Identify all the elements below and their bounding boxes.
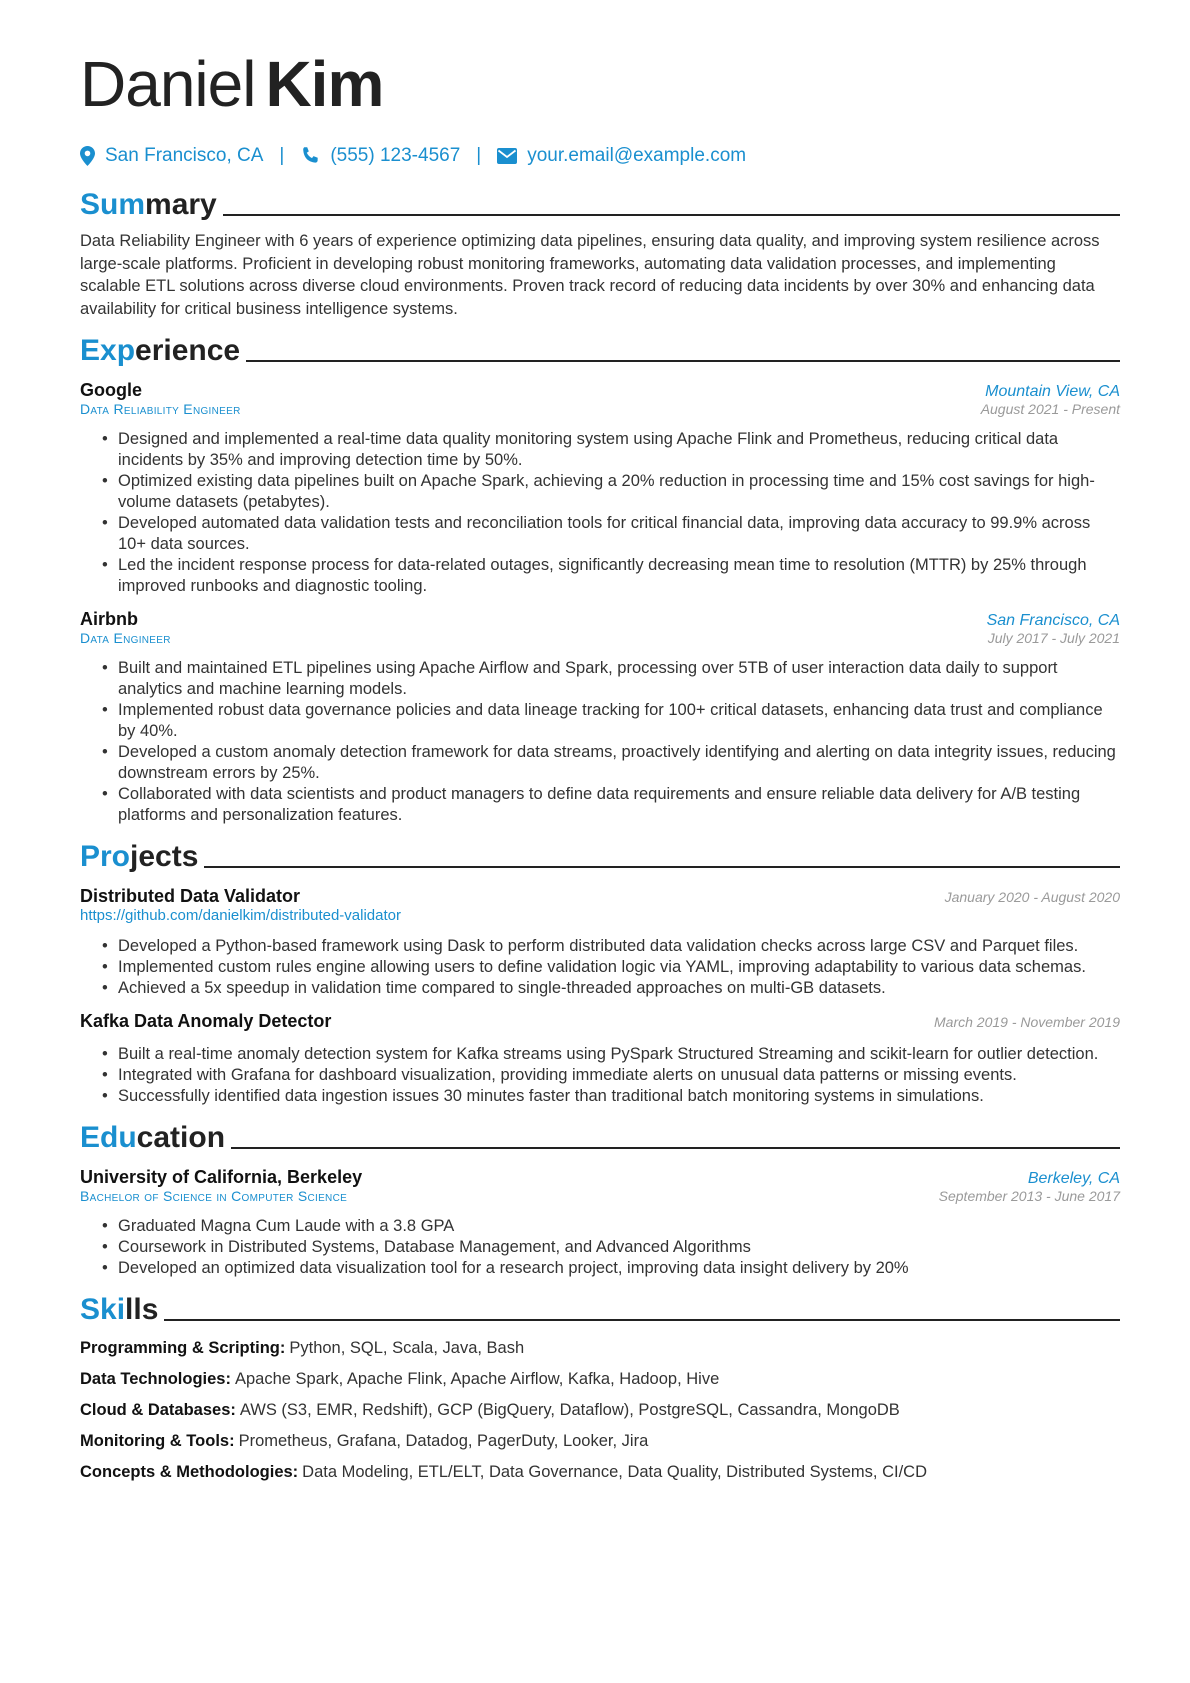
section-divider [204,866,1120,868]
last-name: Kim [265,48,384,120]
bullet-item: • Built a real-time anomaly detection system for Kafka streams using PySpark Structured Streaming and scikit-learn for outlier detection. [118,1044,1120,1065]
bullet-item: • Developed automated data validation tests and reconciliation tools for critical financial data, improving data accuracy to 99.9% across 10+ data sources. [118,513,1120,555]
school-name: University of California, Berkeley [80,1167,363,1187]
bullet-item: • Implemented robust data governance policies and data lineage tracking for 100+ critical datasets, enhancing data trust and compliance by 40%. [118,700,1120,742]
email-link: your.email@example.com [527,145,747,166]
job-dates: July 2017 - July 2021 [987,630,1120,646]
summary-text: Data Reliability Engineer with 6 years of experience optimizing data pipelines, ensuring data quality, and improving system resilience across large-scale platforms. Proficient in developing robust monitoring frameworks, automating data validation processes, and implementing scalable ETL solutions across diverse cloud environments. Proven track record of reducing data incidents by over 30% and enhancing data availability for critical business intelligence systems. [80,232,1100,318]
job-role: Data Engineer [80,630,171,646]
bullet-item: • Developed an optimized data visualization tool for a research project, improving data insight delivery by 20% [118,1258,1120,1279]
experience-entry [80,609,1120,826]
skill-value: Data Modeling, ETL/ELT, Data Governance, Data Quality, Distributed Systems, CI/CD [302,1463,927,1481]
resume-page [80,36,1120,1492]
section-header-summary [80,180,1120,222]
skill-value: Python, SQL, Scala, Java, Bash [289,1339,525,1357]
project-link[interactable]: https://github.com/danielkim/distributed-validator [80,907,401,924]
section-title-highlight: Edu [80,1121,137,1154]
bullet-item: • Integrated with Grafana for dashboard visualization, providing immediate alerts on unusual data patterns or missing events. [118,1065,1120,1086]
section-title-highlight: Sum [80,188,146,221]
company-name: Airbnb [80,609,138,629]
bullet-item: • Developed a custom anomaly detection framework for data streams, proactively identifying and alerting on data integrity issues, reducing downstream errors by 25%. [118,742,1120,784]
bullet-item: • Graduated Magna Cum Laude with a 3.8 GPA [118,1216,1120,1237]
bullet-item: • Optimized existing data pipelines built on Apache Spark, achieving a 20% reduction in processing time and 15% cost savings for high-volume datasets (petabytes). [118,471,1120,513]
contact-bar [80,138,1120,174]
bullet-item: • Built and maintained ETL pipelines using Apache Airflow and Spark, processing over 5TB of user interaction data daily to support analytics and machine learning models. [118,658,1120,700]
skill-label: Monitoring & Tools: [80,1432,235,1450]
section-title-highlight: Exp [80,334,136,367]
section-title [80,1293,158,1327]
contact-email[interactable] [497,145,746,167]
job-bullets [80,429,1120,597]
school-location: Berkeley, CA [1027,1170,1120,1187]
section-header-experience [80,326,1120,368]
job-location: Mountain View, CA [985,383,1120,400]
skill-label: Cloud & Databases: [80,1401,236,1419]
skill-row [80,1430,1120,1452]
job-bullets [80,658,1120,826]
section-title-rest: jects [130,840,199,873]
project-entry [80,886,1120,999]
bullet-item: • Coursework in Distributed Systems, Database Management, and Advanced Algorithms [118,1237,1120,1258]
bullet-item: • Successfully identified data ingestion issues 30 minutes faster than traditional batch monitoring systems in simulations. [118,1086,1120,1107]
degree: Bachelor of Science in Computer Science [80,1188,348,1204]
job-dates: August 2021 - Present [980,401,1120,417]
bullet-item: • Developed a Python-based framework using Dask to perform distributed data validation checks across large CSV and Parquet files. [118,936,1120,957]
project-name: Distributed Data Validator [80,886,301,906]
skills-list [80,1337,1120,1483]
bullet-item: • Implemented custom rules engine allowing users to define validation logic via YAML, improving adaptability to various data schemas. [118,957,1120,978]
bullet-item: • Led the incident response process for data-related outages, significantly decreasing mean time to resolution (MTTR) by 25% through improved runbooks and diagnostic tooling. [118,555,1120,597]
project-bullets [80,1044,1120,1107]
contact-separator: | [476,145,482,166]
bullet-item: • Designed and implemented a real-time data quality monitoring system using Apache Flink and Prometheus, reducing critical data incidents by 35% and improving detection time by 50%. [118,429,1120,471]
section-header-projects [80,832,1120,874]
experience-entry [80,380,1120,597]
skill-row [80,1461,1120,1483]
project-entry [80,1011,1120,1107]
project-bullets [80,936,1120,999]
section-header-education [80,1113,1120,1155]
skill-value: AWS (S3, EMR, Redshift), GCP (BigQuery, Dataflow), PostgreSQL, Cassandra, MongoDB [239,1401,900,1419]
bullet-item: • Collaborated with data scientists and product managers to define data requirements and ensure reliable data delivery for A/B testing platforms and personalization features. [118,784,1120,826]
skill-row [80,1399,1120,1421]
education-dates: September 2013 - June 2017 [938,1188,1120,1204]
section-title-rest: mary [145,188,217,221]
project-dates: March 2019 - November 2019 [934,1014,1120,1030]
section-divider [164,1319,1120,1321]
envelope-icon [497,148,517,164]
section-title [80,334,240,368]
section-title-highlight: Ski [80,1293,126,1326]
section-title-rest: lls [125,1293,159,1326]
skill-label: Concepts & Methodologies: [80,1463,299,1481]
section-title-rest: erience [135,334,241,367]
job-location: San Francisco, CA [986,612,1120,629]
company-name: Google [80,380,142,400]
section-divider [246,360,1120,362]
section-title [80,840,198,874]
section-title-highlight: Pro [80,840,131,873]
contact-location [80,145,263,167]
contact-separator: | [279,145,285,166]
bullet-item: • Achieved a 5x speedup in validation time compared to single-threaded approaches on multi-GB datasets. [118,978,1120,999]
section-title-rest: cation [136,1121,226,1154]
skill-value: Prometheus, Grafana, Datadog, PagerDuty, Looker, Jira [238,1432,649,1450]
phone-text: (555) 123-4567 [330,145,461,166]
project-name: Kafka Data Anomaly Detector [80,1011,332,1031]
education-bullets [80,1216,1120,1279]
skill-row [80,1368,1120,1390]
skill-value: Apache Spark, Apache Flink, Apache Airflow, Kafka, Hadoop, Hive [234,1370,720,1388]
location-text: San Francisco, CA [105,145,264,166]
skill-label: Data Technologies: [80,1370,231,1388]
first-name: Daniel [80,48,256,120]
section-divider [231,1147,1120,1149]
skill-row [80,1337,1120,1359]
skill-label: Programming & Scripting: [80,1339,286,1357]
section-title [80,188,217,222]
education-entry [80,1167,1120,1279]
job-role: Data Reliability Engineer [80,401,241,417]
phone-icon [300,146,320,166]
contact-phone[interactable] [300,145,460,167]
project-dates: January 2020 - August 2020 [944,889,1120,905]
section-header-skills [80,1285,1120,1327]
map-pin-icon [80,146,95,166]
section-title [80,1121,225,1155]
section-divider [223,214,1120,216]
candidate-name [80,36,1120,132]
